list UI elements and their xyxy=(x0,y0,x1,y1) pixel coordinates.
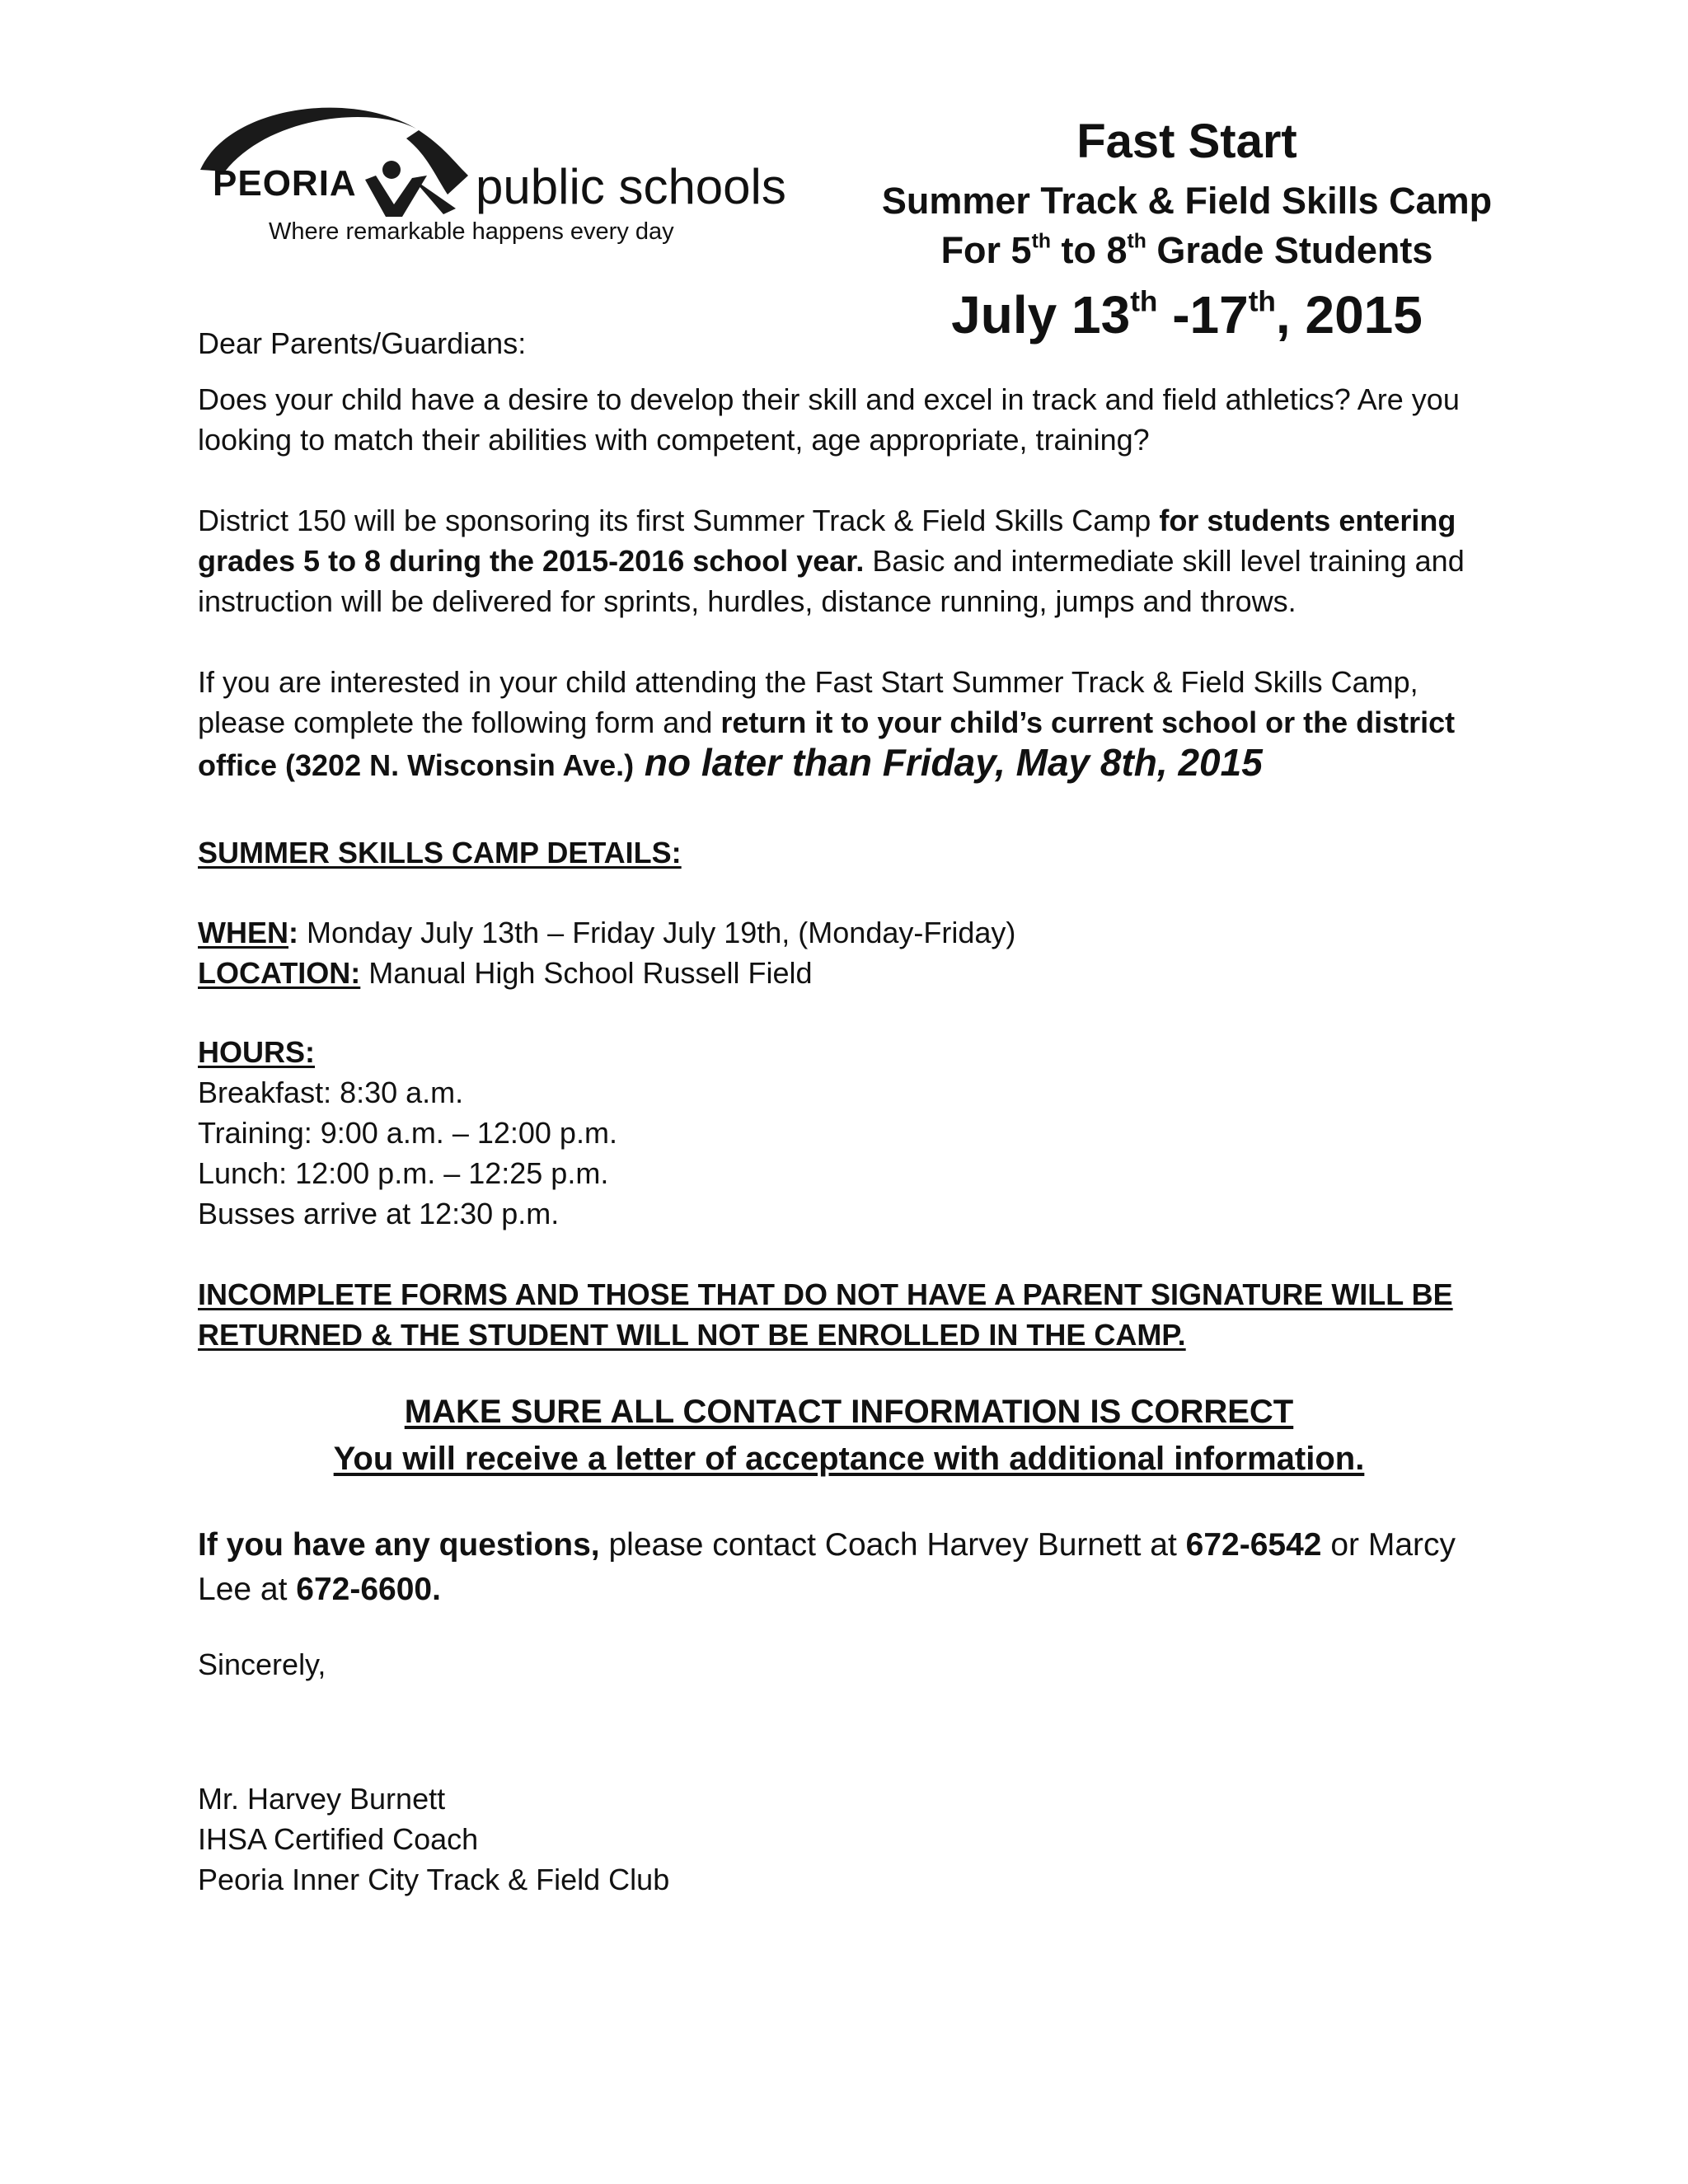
sponsor-paragraph: District 150 will be sponsoring its first Summer Track & Field Skills Camp for students entering grades 5 to 8 during the 2015-2016 school year. Basic and intermediate skill level training and instruction will be delivered for sprints, hurdles, distance running, jumps and throws. xyxy=(198,504,1465,618)
signer-organization: Peoria Inner City Track & Field Club xyxy=(198,1863,670,1896)
title-camp-name: Summer Track & Field Skills Camp xyxy=(881,180,1493,222)
hours-item: Lunch: 12:00 p.m. – 12:25 p.m. xyxy=(198,1156,609,1190)
signer-name: Mr. Harvey Burnett xyxy=(198,1782,446,1816)
hours-item: Breakfast: 8:30 a.m. xyxy=(198,1076,464,1109)
phone-burnett: 672-6542 xyxy=(1185,1527,1322,1563)
signer-title: IHSA Certified Coach xyxy=(198,1822,479,1856)
location-value: Manual High School Russell Field xyxy=(360,956,813,990)
logo-word-peoria: PEORIA xyxy=(213,163,357,204)
greeting: Dear Parents/Guardians: xyxy=(198,326,527,360)
title-grades: For 5th to 8th Grade Students xyxy=(940,229,1433,271)
logo-tagline: Where remarkable happens every day xyxy=(269,218,674,245)
questions-paragraph: If you have any questions, please contact Coach Harvey Burnett at 672-6542 or Marcy Lee at 672-6600. xyxy=(198,1527,1456,1607)
return-form-paragraph: If you are interested in your child attending the Fast Start Summer Track & Field Skills Camp, please complete the following form and return it to your child’s current school or the district office (3202 N. Wisconsin Ave.) no later than Friday, May 8th, 2015 xyxy=(198,665,1456,784)
when-location-block: WHEN: Monday July 13th – Friday July 19th, (Monday-Friday) LOCATION: Manual High School Russell Field xyxy=(198,916,1016,990)
hours-item: Busses arrive at 12:30 p.m. xyxy=(198,1197,560,1230)
when-label: WHEN xyxy=(198,916,288,949)
hours-block xyxy=(198,1032,1500,1234)
incomplete-forms-warning: INCOMPLETE FORMS AND THOSE THAT DO NOT HAVE A PARENT SIGNATURE WILL BE RETURNED & THE STUDENT WILL NOT BE ENROLLED IN THE CAMP. xyxy=(198,1277,1453,1352)
closing: Sincerely, xyxy=(198,1647,326,1681)
logo-word-public-schools: public schools xyxy=(476,159,786,214)
hours-item: Training: 9:00 a.m. – 12:00 p.m. xyxy=(198,1116,617,1150)
when-value: Monday July 13th – Friday July 19th, (Monday-Friday) xyxy=(298,916,1016,949)
details-heading: SUMMER SKILLS CAMP DETAILS: xyxy=(198,836,682,869)
intro-paragraph: Does your child have a desire to develop their skill and excel in track and field athletics? Are you looking to match their abilities with competent, age appropriate, training? xyxy=(198,382,1460,457)
title-dates: July 13th -17th, 2015 xyxy=(951,285,1423,344)
phone-lee: 672-6600. xyxy=(296,1572,441,1607)
signature-block xyxy=(198,1779,1500,1900)
location-label: LOCATION: xyxy=(198,956,361,990)
deadline: no later than Friday, May 8th, 2015 xyxy=(634,741,1263,784)
contact-notice: MAKE SURE ALL CONTACT INFORMATION IS CORRECT You will receive a letter of acceptance with additional information. xyxy=(333,1394,1365,1477)
hours-heading: HOURS: xyxy=(198,1035,315,1069)
title-fast-start: Fast Start xyxy=(1076,115,1297,168)
